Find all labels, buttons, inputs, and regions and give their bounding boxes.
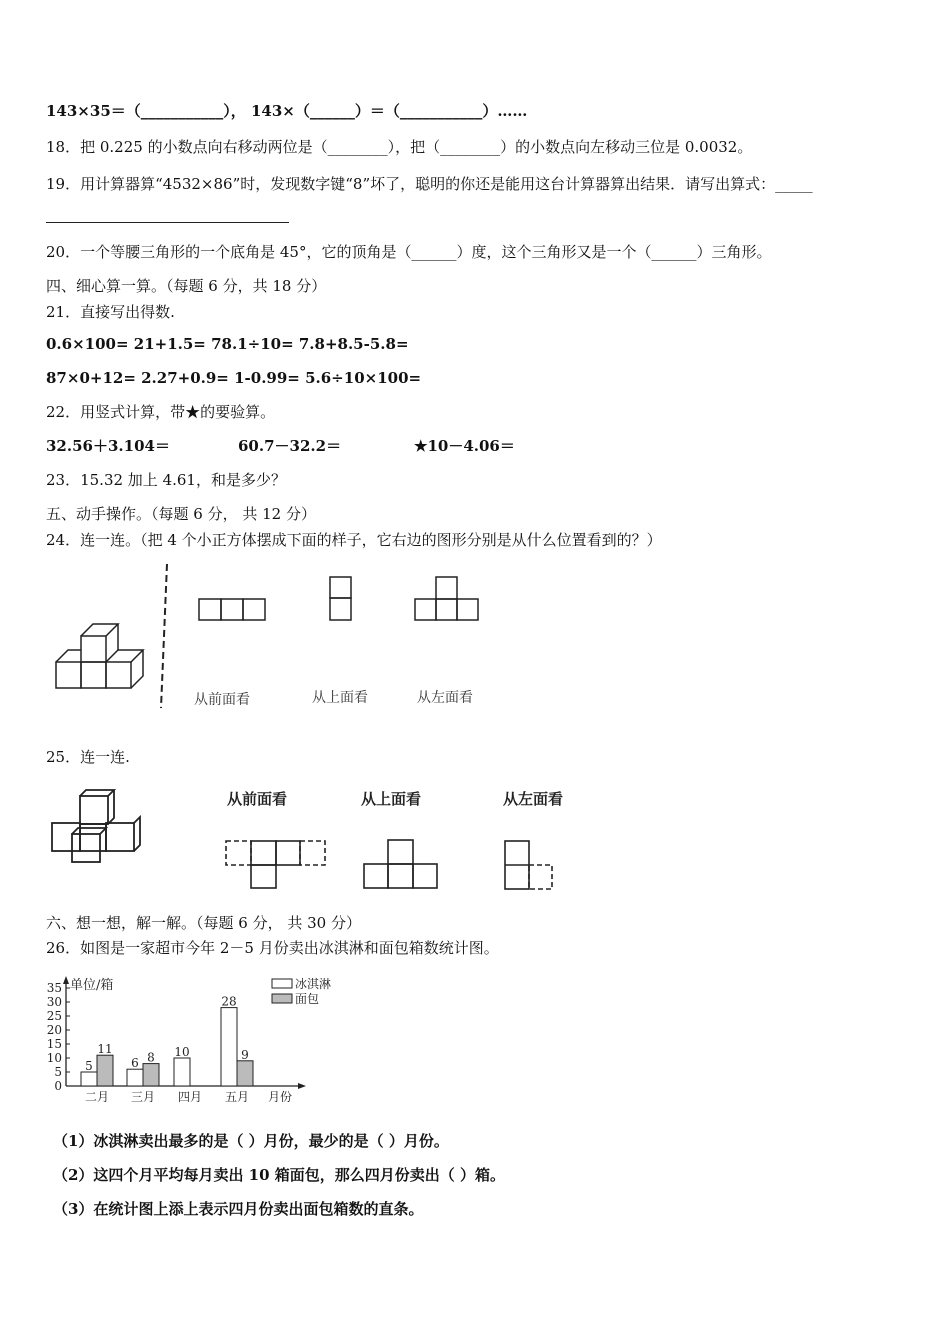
chart-x-axis-arrow bbox=[298, 1083, 306, 1089]
chart-data-label: 5 bbox=[85, 1059, 93, 1073]
chart-bar bbox=[97, 1055, 113, 1086]
chart-y-axis-arrow bbox=[63, 976, 69, 984]
q26-sub-1: （1）冰淇淋卖出最多的是（ ）月份，最少的是（ ）月份。 bbox=[53, 1132, 449, 1150]
question-22: 22．用竖式计算，带★的要验算。 bbox=[46, 403, 276, 421]
chart-x-tick-label: 三月 bbox=[130, 1090, 156, 1104]
q26-sub-2: （2）这四个月平均每月卖出 10 箱面包，那么四月份卖出（ ）箱。 bbox=[53, 1166, 505, 1184]
q24-view-a bbox=[199, 599, 265, 620]
chart-x-tick-label: 四月 bbox=[177, 1090, 203, 1104]
chart-data-label: 10 bbox=[174, 1045, 190, 1059]
q24-figure bbox=[46, 562, 506, 720]
q21-row-1: 0.6×100= 21+1.5= 78.1÷10= 7.8+8.5-5.8= bbox=[46, 335, 409, 353]
question-24: 24．连一连。（把 4 个小正方体摆成下面的样子，它右边的图形分别是从什么位置看到的？） bbox=[46, 531, 662, 549]
legend-swatch-bread bbox=[272, 994, 292, 1003]
q25-view-c bbox=[505, 841, 552, 889]
section-5-heading: 五、动手操作。（每题 6 分， 共 12 分） bbox=[46, 505, 316, 523]
q25-view-b bbox=[364, 840, 437, 888]
chart-data-label: 6 bbox=[131, 1056, 139, 1071]
q26-bar-chart bbox=[40, 968, 350, 1110]
chart-bar bbox=[237, 1061, 253, 1086]
q22-problem-c: ★10－4.06＝ bbox=[414, 437, 515, 455]
q22-problem-a: 32.56＋3.104＝ bbox=[46, 437, 170, 455]
chart-bar bbox=[81, 1072, 97, 1086]
chart-data-label: 11 bbox=[97, 1042, 113, 1057]
chart-y-tick-label: 0 bbox=[54, 1079, 62, 1093]
legend-swatch-icecream bbox=[272, 979, 292, 988]
q22-problem-b: 60.7－32.2＝ bbox=[238, 437, 342, 455]
question-19: 19．用计算器算“4532×86”时，发现数字键“8”坏了，聪明的你还是能用这台计算器算出结果．请写出算式：_____ bbox=[46, 175, 813, 193]
chart-y-tick-label: 15 bbox=[46, 1037, 62, 1051]
chart-bar bbox=[221, 1008, 237, 1086]
chart-y-tick-label: 35 bbox=[46, 981, 62, 995]
q25-cube-stack bbox=[52, 790, 140, 862]
question-23: 23．15.32 加上 4.61，和是多少？ bbox=[46, 471, 286, 489]
answer-underline bbox=[46, 222, 289, 223]
chart-x-tick-label: 五月 bbox=[224, 1090, 250, 1104]
legend-label-bread: 面包 bbox=[295, 992, 320, 1006]
chart-data-label: 28 bbox=[221, 994, 237, 1009]
chart-x-tick-label: 二月 bbox=[84, 1090, 110, 1104]
chart-y-tick-label: 30 bbox=[46, 995, 62, 1009]
q17-continuation: 143×35＝（___________）， 143×（______）＝（___________）…… bbox=[46, 102, 528, 120]
chart-y-tick-label: 10 bbox=[46, 1051, 62, 1065]
section-4-heading: 四、细心算一算。（每题 6 分，共 18 分） bbox=[46, 277, 327, 295]
chart-data-label: 9 bbox=[241, 1047, 249, 1062]
q24-label-left: 从左面看 bbox=[417, 690, 473, 706]
q26-sub-3: （3）在统计图上添上表示四月份卖出面包箱数的直条。 bbox=[53, 1200, 424, 1218]
chart-y-axis-label: 单位/箱 bbox=[70, 978, 114, 993]
chart-bar bbox=[127, 1069, 143, 1086]
question-26: 26．如图是一家超市今年 2－5 月份卖出冰淇淋和面包箱数统计图。 bbox=[46, 939, 499, 957]
q25-label-left: 从左面看 bbox=[503, 790, 564, 808]
question-20: 20．一个等腰三角形的一个底角是 45°，它的顶角是（______）度，这个三角形又是一个（______）三角形。 bbox=[46, 243, 772, 261]
q25-figure bbox=[46, 780, 586, 898]
q24-cube-stack bbox=[56, 624, 143, 688]
question-25: 25．连一连. bbox=[46, 748, 130, 766]
chart-y-tick-label: 20 bbox=[46, 1023, 62, 1037]
question-18: 18．把 0.225 的小数点向右移动两位是（________），把（________）的小数点向左移动三位是 0.0032。 bbox=[46, 138, 753, 156]
chart-data-label: 8 bbox=[147, 1050, 155, 1065]
q24-label-top: 从上面看 bbox=[312, 690, 368, 706]
chart-bar bbox=[174, 1058, 190, 1086]
chart-bar bbox=[143, 1064, 159, 1086]
chart-legend bbox=[272, 976, 331, 1006]
q25-view-a bbox=[226, 841, 325, 888]
q21-row-2: 87×0+12= 2.27+0.9= 1-0.99= 5.6÷10×100= bbox=[46, 369, 422, 387]
chart-y-tick-label: 25 bbox=[46, 1009, 62, 1023]
legend-label-icecream: 冰淇淋 bbox=[295, 977, 332, 991]
section-6-heading: 六、想一想，解一解。（每题 6 分， 共 30 分） bbox=[46, 914, 361, 932]
q24-label-front: 从前面看 bbox=[194, 692, 250, 708]
q25-label-top: 从上面看 bbox=[361, 790, 422, 808]
question-21: 21．直接写出得数. bbox=[46, 303, 175, 321]
q24-view-c bbox=[415, 577, 478, 620]
q24-view-b bbox=[330, 577, 351, 620]
q25-label-front: 从前面看 bbox=[227, 790, 288, 808]
chart-x-axis-label: 月份 bbox=[268, 1090, 293, 1104]
dashed-divider bbox=[161, 564, 167, 708]
chart-y-tick-label: 5 bbox=[54, 1065, 62, 1079]
